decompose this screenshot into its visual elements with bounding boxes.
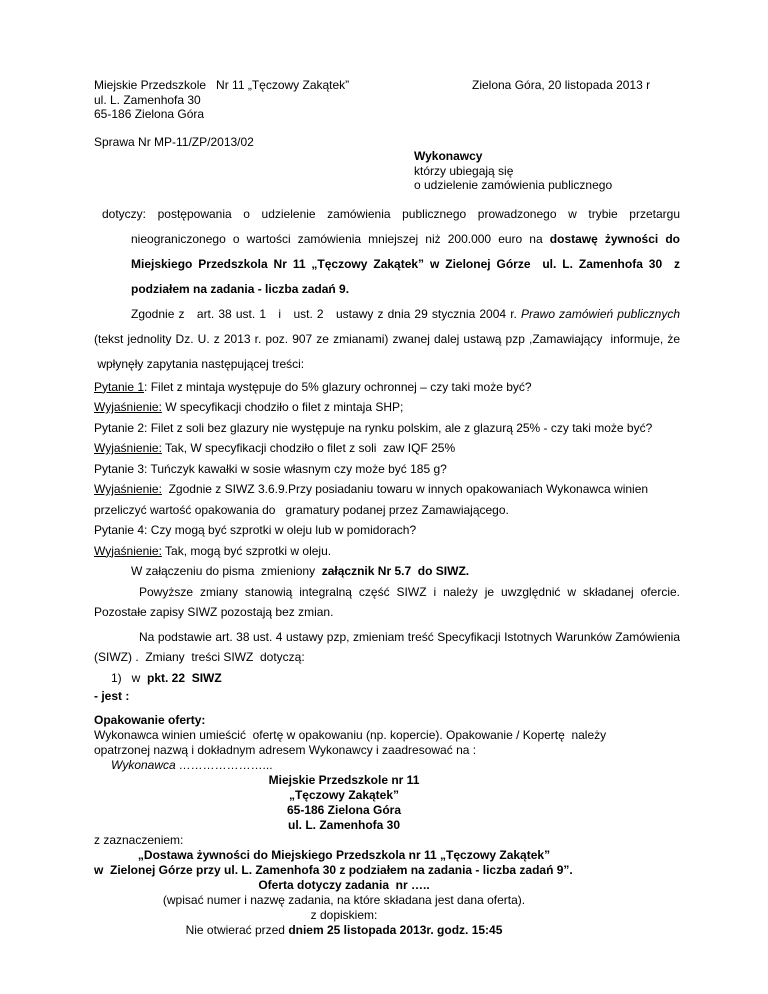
envelope-marking-block [94,848,594,863]
answer-2-label: Wyjaśnienie: [94,441,162,455]
subject-text-bold: dostawę żywności do Miejskiego Przedszkola Nr 11 „Tęczowy Zakątek” w Zielonej Górze ul. L. Zamenhofa 30 z podziałem na zadania - liczba zadań 9. [131,231,680,296]
question-1 [94,377,680,398]
legal-intro-paragraph [94,302,680,377]
subject-label: dotyczy: [102,206,147,221]
sender-city: 65-186 Zielona Góra [94,107,205,121]
attachment-line [131,561,680,582]
answer-1-text: W specyfikacji chodziło o filet z mintaja SHP; [161,400,404,414]
subject-paragraph [94,202,680,302]
answer-2-text: Tak, W specyfikacji chodziło o filet z soli zaw IQF 25% [161,441,456,455]
envelope-address-block [94,773,594,833]
envelope-section [94,713,680,938]
answer-3-label: Wyjaśnienie: [94,482,162,496]
do-not-open-text: Nie otwierać przed [185,923,289,937]
subject-text: postępowania o udzielenie zamówienia publicznego prowadzonego w trybie przetargu nieograniczonego o wartości zamówienia mniejszej niż 200.000 euro na [131,206,680,246]
sender-name: Miejskie Przedszkole Nr 11 „Tęczowy Zakątek” [94,78,350,92]
attachment-name: załącznik Nr 5.7 do SIWZ. [321,564,470,578]
is-label: - jest : [94,689,130,703]
envelope-heading: Opakowanie oferty: [94,713,206,727]
question-2: Pytanie 2: Filet z soli bez glazury nie występuje na rynku polskim, ale z glazurą 25% - czy taki może być? [94,420,653,435]
do-not-open-deadline: dniem 25 listopada 2013r. godz. 15:45 [288,923,503,937]
answer-2 [94,438,680,459]
envelope-footer-block [94,878,594,938]
address-line-4: ul. L. Zamenhofa 30 [287,818,401,832]
legal-intro-start: Zgodnie z art. 38 ust. 1 i ust. 2 ustawy z dnia 29 stycznia 2004 r. [131,306,521,321]
answer-4-label: Wyjaśnienie: [94,543,162,558]
legal-intro-end: (tekst jednolity Dz. U. z 2013 r. poz. 907 ze zmianami) zwanej dalej ustawą pzp ,Zamawiający informuje, że wpłynęły zapytania następującej treści: [94,331,680,371]
question-4: Pytanie 4: Czy mogą być szprotki w oleju lub w pomidorach? [94,523,417,537]
case-number: Sprawa Nr MP-11/ZP/2013/02 [94,134,254,149]
question-1-label: Pytanie 1 [94,379,145,394]
wykonawca-placeholder-line: Wykonawca …………………... [111,758,274,772]
answer-1 [94,397,680,418]
envelope-instruction-line2: opatrzonej nazwą i dokładnym adresem Wykonawcy i zaadresować na : [94,743,477,757]
letter-header [94,78,680,122]
letter-date: Zielona Góra, 20 listopada 2013 r [472,78,651,92]
recipient-line2: którzy ubiegają się [414,163,514,178]
envelope-instruction-line1: Wykonawca winien umieścić ofertę w opakowaniu (np. kopercie). Opakowanie / Kopertę należy [94,728,607,742]
integral-paragraph: Powyższe zmiany stanowią integralną część SIWZ i należy je uwzględnić w składanej ofercie. Pozostałe zapisy SIWZ pozostają bez zmian. [94,584,680,619]
offer-task-line: Oferta dotyczy zadania nr ….. [258,878,430,892]
sender-street: ul. L. Zamenhofa 30 [94,92,201,107]
marking-line-2: w Zielonej Górze przy ul. L. Zamenhofa 30 z podziałem na zadania - liczba zadań 9”. [94,863,573,877]
basis-paragraph: Na podstawie art. 38 ust. 4 ustawy pzp, zmieniam treść Specyfikacji Istotnych Warunków Zamówienia (SIWZ) . Zmiany treści SIWZ dotyczą: [94,629,680,664]
marking-line-1: „Dostawa żywności do Miejskiego Przedszkola nr 11 „Tęczowy Zakątek” [137,848,551,862]
change-point-prefix: 1) w [111,670,148,685]
recipient-title: Wykonawcy [414,149,483,163]
annotation-label: z dopiskiem: [310,908,378,922]
answer-1-label: Wyjaśnienie: [94,400,162,414]
recipient-line3: o udzielenie zamówienia publicznego [414,178,613,192]
address-line-3: 65-186 Zielona Góra [286,803,402,817]
question-1-text: : Filet z mintaja występuje do 5% glazury ochronnej – czy taki może być? [144,379,532,394]
sender-block [94,78,472,122]
answer-3-text: Zgodnie z SIWZ 3.6.9.Przy posiadaniu towaru w innych opakowaniach Wykonawca winien przeliczyć wartość opakowania do gramatury podanej przez Zamawiającego. [94,482,649,517]
questions-section [94,377,680,562]
change-point-ref: pkt. 22 SIWZ [147,670,222,685]
legal-act-title: Prawo zamówień publicznych [521,306,681,321]
answer-4-text: Tak, mogą być szprotki w oleju. [161,543,332,558]
attachment-text: W załączeniu do pisma zmieniony [131,564,322,578]
recipient-block [414,149,680,193]
task-note-line: (wpisać numer i nazwę zadania, na które składana jest dana oferta). [162,893,526,907]
change-point-line [111,668,680,689]
question-3: Pytanie 3: Tuńczyk kawałki w sosie własnym czy może być 185 g? [94,461,447,476]
marking-label: z zaznaczeniem: [94,833,184,847]
address-line-2: „Tęczowy Zakątek” [288,788,400,802]
answer-3 [94,479,680,520]
do-not-open-line [94,923,594,938]
address-line-1: Miejskie Przedszkole nr 11 [268,773,420,787]
answer-4 [94,541,680,562]
